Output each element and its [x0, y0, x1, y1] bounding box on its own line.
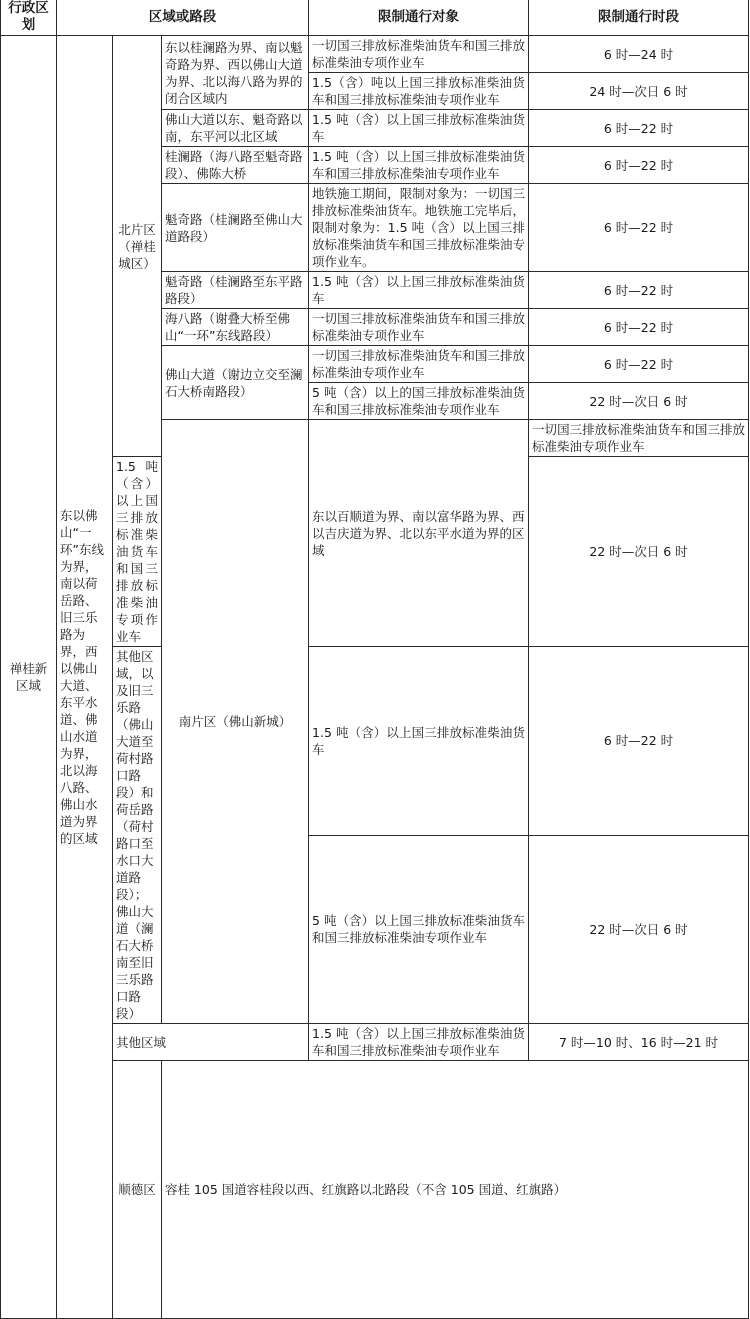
district-chancheng: 禅桂新区域 [1, 36, 57, 1319]
time-cell: 6 时—24 时 [529, 36, 749, 73]
table-row [1, 1061, 749, 1319]
table-row [1, 36, 749, 73]
time-cell: 7 时—10 时、16 时—21 时 [529, 1024, 749, 1061]
other-area: 其他区域 [113, 1024, 309, 1061]
header-district: 行政区划 [1, 0, 57, 36]
time-cell: 6 时—22 时 [529, 147, 749, 184]
target-cell: 一切国三排放标准柴油货车和国三排放标准柴油专项作业车 [309, 309, 529, 346]
target-cell: 一切国三排放标准柴油货车和国三排放标准柴油专项作业车 [309, 36, 529, 73]
area-cell: 东以桂澜路为界、南以魁奇路为界、西以佛山大道为界、北以海八路为界的闭合区域内 [162, 36, 309, 110]
time-cell: 6 时—22 时 [529, 647, 749, 836]
time-cell: 22 时—次日 6 时 [529, 835, 749, 1024]
time-cell: 6 时—22 时 [529, 184, 749, 272]
target-cell: 1.5 吨（含）以上国三排放标准柴油货车和国三排放标准柴油专项作业车 [309, 147, 529, 184]
area-cell: 容桂 105 国道容桂段以西、红旗路以北路段（不含 105 国道、红旗路） [162, 1061, 749, 1319]
header-area: 区域或路段 [57, 0, 309, 36]
header-time: 限制通行时段 [529, 0, 749, 36]
area-cell: 海八路（谢叠大桥至佛山“一环”东线路段） [162, 309, 309, 346]
time-cell: 24 时—次日 6 时 [529, 73, 749, 110]
target-cell: 地铁施工期间，限制对象为：一切国三排放标准柴油货车。地铁施工完毕后，限制对象为：1.5 吨（含）以上国三排放标准柴油货车和国三排放标准柴油专项作业车。 [309, 184, 529, 272]
target-cell: 5 吨（含）以上的国三排放标准柴油货车和国三排放标准柴油专项作业车 [309, 383, 529, 420]
target-cell: 1.5（含）吨以上国三排放标准柴油货车和国三排放标准柴油专项作业车 [309, 73, 529, 110]
table-row [1, 647, 749, 836]
area-cell: 魁奇路（桂澜路至东平路路段） [162, 272, 309, 309]
target-cell: 1.5 吨（含）以上国三排放标准柴油货车 [309, 110, 529, 147]
area-cell: 其他区域，以及旧三乐路（佛山大道至荷村路口路段）和荷岳路（荷村路口至水口大道路段）；佛山大道（澜石大桥南至旧三乐路口路段） [113, 647, 162, 1024]
table-row [1, 1024, 749, 1061]
area-cell: 东以百顺道为界、南以富华路为界、西以吉庆道为界、北以东平水道为界的区域 [309, 420, 529, 647]
target-cell: 一切国三排放标准柴油货车和国三排放标准柴油专项作业车 [529, 420, 749, 457]
area-cell: 佛山大道（谢边立交至澜石大桥南路段） [162, 346, 309, 420]
district-shunde: 顺德区 [113, 1061, 162, 1319]
chancheng-boundary: 东以佛山“一环”东线为界，南以荷岳路、旧三乐路为界，西以佛山大道、东平水道、佛山水道为界，北以海八路、佛山水道为界的区域 [57, 36, 113, 1319]
target-cell: 5 吨（含）以上国三排放标准柴油货车和国三排放标准柴油专项作业车 [309, 835, 529, 1024]
time-cell: 6 时—22 时 [529, 309, 749, 346]
time-cell: 22 时—次日 6 时 [529, 457, 749, 647]
time-cell: 22 时—次日 6 时 [529, 383, 749, 420]
south-zone: 南片区（佛山新城） [162, 420, 309, 1024]
header-row [1, 0, 749, 36]
area-cell: 佛山大道以东、魁奇路以南，东平河以北区域 [162, 110, 309, 147]
area-cell: 魁奇路（桂澜路至佛山大道路段） [162, 184, 309, 272]
time-cell: 6 时—22 时 [529, 272, 749, 309]
target-cell: 一切国三排放标准柴油货车和国三排放标准柴油专项作业车 [309, 346, 529, 383]
north-zone: 北片区（禅桂城区） [113, 36, 162, 457]
target-cell: 1.5 吨（含）以上国三排放标准柴油货车和国三排放标准柴油专项作业车 [309, 1024, 529, 1061]
header-target: 限制通行对象 [309, 0, 529, 36]
area-cell: 桂澜路（海八路至魁奇路段）、佛陈大桥 [162, 147, 309, 184]
time-cell: 6 时—22 时 [529, 110, 749, 147]
target-cell: 1.5 吨（含）以上国三排放标准柴油货车和国三排放标准柴油专项作业车 [113, 457, 162, 647]
target-cell: 1.5 吨（含）以上国三排放标准柴油货车 [309, 272, 529, 309]
target-cell: 1.5 吨（含）以上国三排放标准柴油货车 [309, 647, 529, 836]
time-cell: 6 时—22 时 [529, 346, 749, 383]
